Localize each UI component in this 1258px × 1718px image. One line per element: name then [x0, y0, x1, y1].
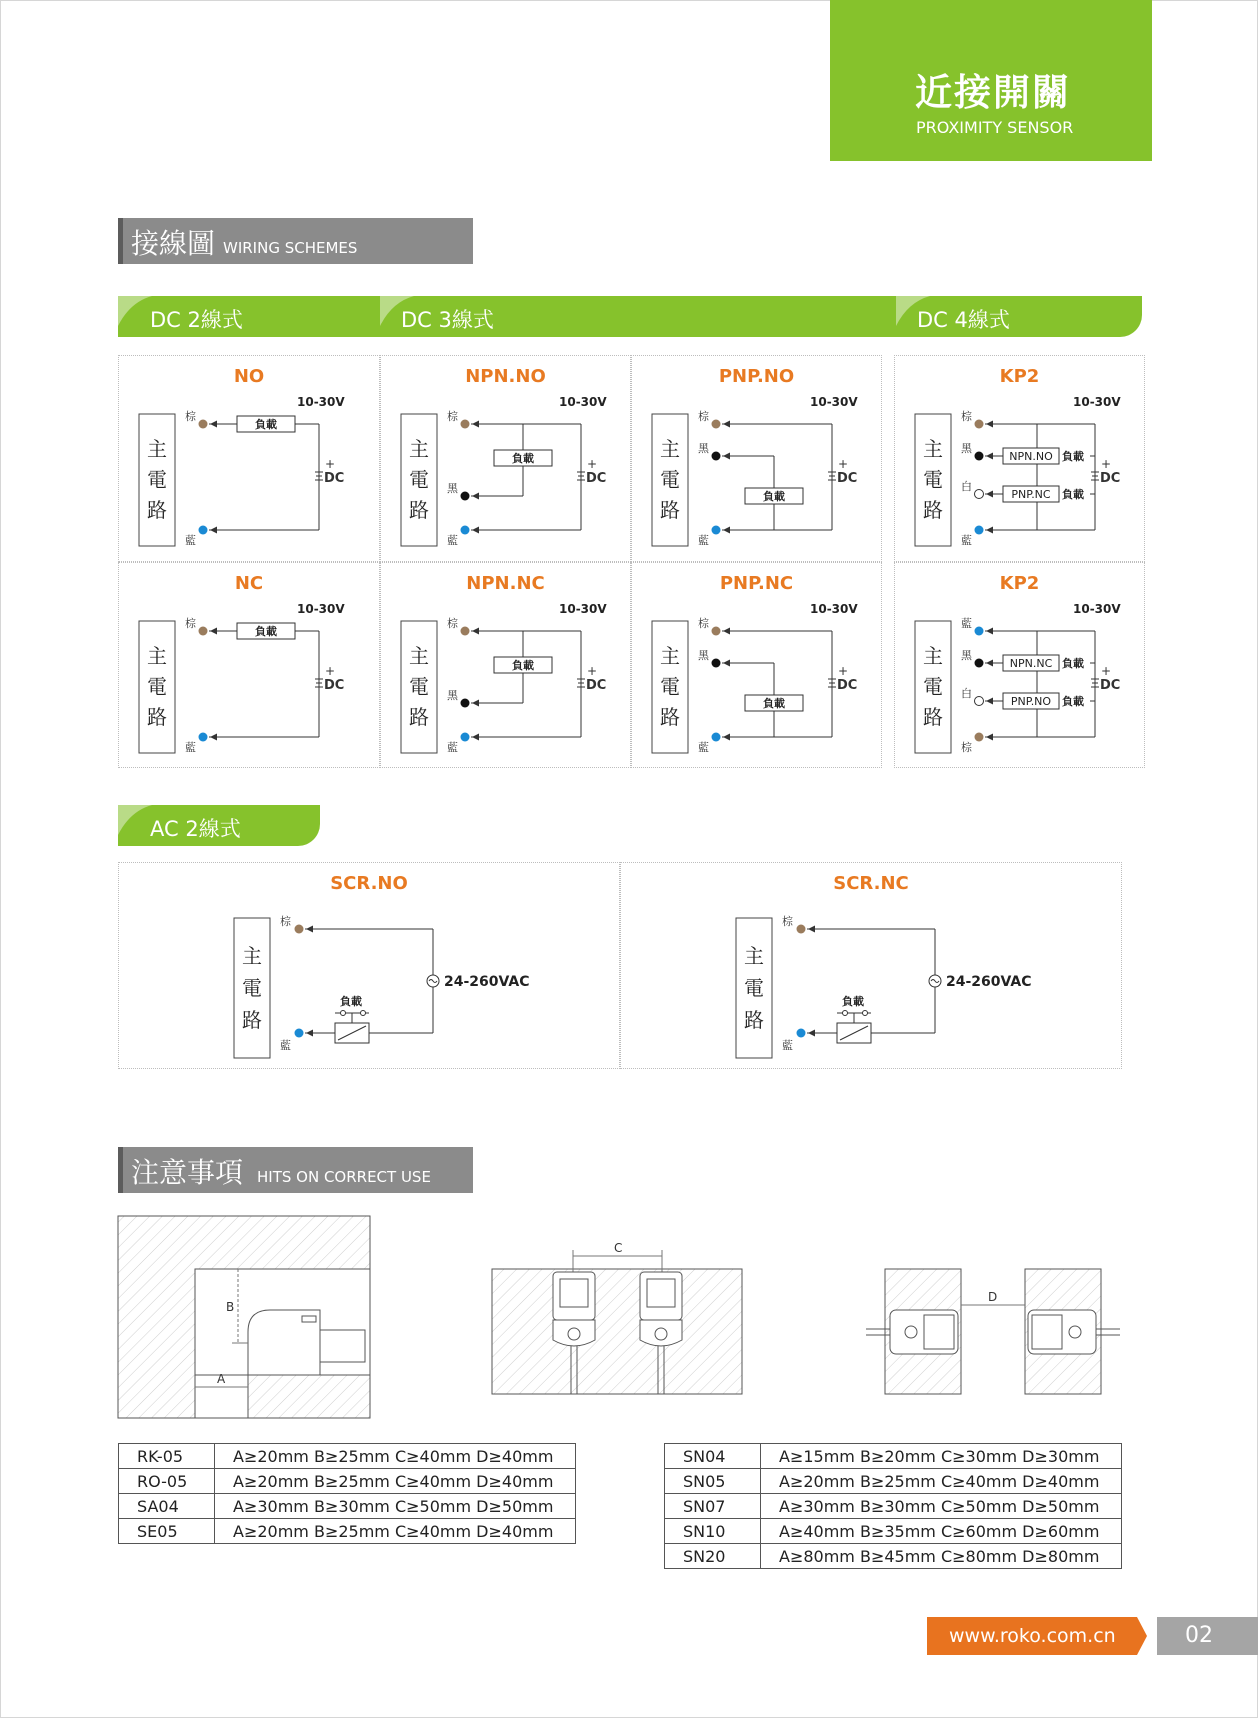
spec-cell: A≥20mm B≥25mm C≥40mm D≥40mm [761, 1469, 1122, 1494]
output-label: PNP.NO [1010, 695, 1052, 708]
dc-label: DC [586, 678, 607, 693]
ac-band [118, 805, 320, 846]
spec-cell: A≥40mm B≥35mm C≥60mm D≥60mm [761, 1519, 1122, 1544]
table-row [665, 1494, 1122, 1519]
diagram-title: SCR.NC [833, 873, 909, 894]
main-circuit-char: 路 [660, 497, 680, 522]
diagram-title: NC [234, 573, 264, 594]
circuit-schematic [632, 356, 883, 563]
output-label: PNP.NC [1011, 488, 1051, 501]
black-label: 黑 [961, 649, 972, 662]
brown-terminal [797, 925, 806, 934]
bottom-terminal [975, 526, 984, 535]
main-circuit-char: 路 [242, 1008, 262, 1033]
footer-chevron [1137, 1617, 1157, 1655]
diagram-title: NO [233, 366, 265, 387]
spec-cell: A≥15mm B≥20mm C≥30mm D≥30mm [761, 1444, 1122, 1469]
brown-terminal [712, 420, 721, 429]
black-label: 黑 [961, 442, 972, 455]
wiring-diagram-kp2-b [894, 562, 1145, 768]
load-label: 負載 [1062, 450, 1084, 463]
brown-terminal [199, 627, 208, 636]
brand-title-cn: 近接開關 [915, 71, 1071, 114]
blue-terminal [199, 733, 208, 742]
main-circuit-char: 電 [409, 467, 429, 492]
footer-url-text[interactable]: www.roko.com.cn [949, 1625, 1116, 1647]
spec-table-left [118, 1443, 576, 1544]
wiring-diagram-nc [118, 562, 380, 768]
brown-label: 棕 [782, 915, 793, 928]
wiring-diagram-scr-nc [620, 862, 1122, 1069]
circuit-schematic [381, 356, 632, 563]
blue-terminal [712, 733, 721, 742]
blue-label: 藍 [698, 741, 709, 754]
side-by-side-figure [492, 1241, 742, 1394]
brown-label: 棕 [698, 410, 709, 423]
circuit-schematic [895, 356, 1146, 563]
main-circuit-char: 電 [147, 467, 167, 492]
voltage-label: 10-30V [297, 395, 345, 409]
black-terminal [975, 452, 984, 461]
circuit-schematic [621, 863, 1123, 1070]
brown-terminal [199, 420, 208, 429]
ac-voltage-label: 24-260VAC [444, 974, 530, 990]
hints-section-heading [118, 1147, 473, 1193]
hints-heading-cn: 注意事項 [131, 1156, 244, 1189]
blue-terminal [461, 526, 470, 535]
table-row [665, 1469, 1122, 1494]
black-terminal [461, 492, 470, 501]
diagram-title: PNP.NC [719, 573, 794, 594]
load-label: 負載 [763, 697, 785, 710]
bottom-wire-label: 藍 [961, 534, 972, 547]
svg-text:+: + [587, 457, 598, 471]
model-cell: SN05 [665, 1469, 761, 1494]
main-circuit-char: 主 [409, 437, 429, 462]
brand-block [830, 0, 1152, 161]
band-dc4-label: DC 4線式 [917, 308, 1010, 332]
main-circuit-char: 電 [409, 674, 429, 699]
brown-terminal [461, 627, 470, 636]
circuit-schematic [381, 563, 632, 769]
blue-terminal [199, 526, 208, 535]
main-circuit-char: 路 [923, 704, 943, 729]
load-label: 負載 [512, 659, 534, 672]
main-circuit-char: 路 [147, 704, 167, 729]
table-row [665, 1544, 1122, 1569]
load-label: 負載 [763, 490, 785, 503]
main-circuit-char: 電 [923, 674, 943, 699]
main-circuit-char: 電 [744, 976, 764, 1000]
blue-label: 藍 [185, 534, 196, 547]
spec-cell: A≥30mm B≥30mm C≥50mm D≥50mm [215, 1494, 576, 1519]
svg-text:+: + [325, 664, 336, 678]
load-label: 負載 [255, 625, 277, 638]
black-label: 黑 [698, 649, 709, 662]
black-label: 黑 [447, 689, 458, 702]
brown-label: 棕 [185, 617, 196, 630]
main-circuit-char: 路 [744, 1008, 764, 1033]
load-label: 負載 [1062, 695, 1084, 708]
dc-label: DC [837, 471, 858, 486]
main-circuit-char: 電 [242, 976, 262, 1000]
diagram-title: NPN.NC [466, 573, 545, 594]
table-row [119, 1469, 576, 1494]
main-circuit-char: 路 [923, 497, 943, 522]
wiring-diagram-pnp-no [631, 355, 882, 562]
voltage-label: 10-30V [810, 602, 858, 616]
main-circuit-char: 路 [660, 704, 680, 729]
brand-title-en: PROXIMITY SENSOR [916, 118, 1074, 137]
main-circuit-char: 主 [923, 437, 943, 462]
diagram-title: NPN.NO [465, 366, 546, 387]
footer-page-number: 02 [1185, 1623, 1213, 1648]
load-label: 負載 [340, 995, 362, 1008]
model-cell: RK-05 [119, 1444, 215, 1469]
dim-c-label: C [614, 1241, 623, 1255]
dim-d-label: D [988, 1290, 998, 1304]
svg-text:+: + [1101, 664, 1112, 678]
svg-text:+: + [1101, 457, 1112, 471]
main-circuit-char: 路 [409, 497, 429, 522]
dc-label: DC [324, 678, 345, 693]
load-label: 負載 [1062, 657, 1084, 670]
main-circuit-char: 主 [147, 644, 167, 669]
band-dc3-label: DC 3線式 [401, 308, 494, 332]
blue-terminal [295, 1029, 304, 1038]
model-cell: SN20 [665, 1544, 761, 1569]
white-terminal [975, 490, 984, 499]
circuit-schematic [119, 356, 381, 563]
blue-label: 藍 [280, 1039, 291, 1052]
bottom-wire-label: 棕 [961, 741, 972, 754]
wiring-diagram-no [118, 355, 380, 562]
model-cell: SN10 [665, 1519, 761, 1544]
spec-cell: A≥20mm B≥25mm C≥40mm D≥40mm [215, 1444, 576, 1469]
top-terminal [975, 627, 984, 636]
diagram-title: KP2 [999, 573, 1040, 594]
brown-label: 棕 [280, 915, 291, 928]
white-terminal [975, 697, 984, 706]
black-terminal [461, 699, 470, 708]
load-label: 負載 [255, 418, 277, 431]
blue-label: 藍 [782, 1039, 793, 1052]
blue-terminal [712, 526, 721, 535]
model-cell: SA04 [119, 1494, 215, 1519]
output-label: NPN.NO [1009, 450, 1053, 463]
svg-text:+: + [325, 457, 336, 471]
main-circuit-char: 路 [409, 704, 429, 729]
table-row [665, 1519, 1122, 1544]
spec-cell: A≥20mm B≥25mm C≥40mm D≥40mm [215, 1519, 576, 1544]
wiring-diagram-kp2-a [894, 355, 1145, 562]
footer-page [1157, 1617, 1258, 1655]
dc-label: DC [586, 471, 607, 486]
load-label: 負載 [512, 452, 534, 465]
model-cell: SE05 [119, 1519, 215, 1544]
wiring-diagram-scr-no [118, 862, 620, 1069]
dc-label: DC [324, 471, 345, 486]
blue-label: 藍 [698, 534, 709, 547]
black-terminal [975, 659, 984, 668]
blue-label: 藍 [447, 534, 458, 547]
spec-table-right [664, 1443, 1122, 1569]
wiring-heading-cn: 接線圖 [131, 227, 216, 260]
brown-label: 棕 [698, 617, 709, 630]
voltage-label: 10-30V [559, 395, 607, 409]
circuit-schematic [895, 563, 1146, 769]
dc-label: DC [1100, 471, 1121, 486]
main-circuit-char: 主 [744, 943, 764, 968]
dc-band [118, 296, 1142, 337]
main-circuit-char: 主 [242, 943, 262, 968]
dim-b-label: B [226, 1300, 235, 1314]
table-row [665, 1444, 1122, 1469]
wiring-diagram-npn-nc [380, 562, 631, 768]
diagram-title: PNP.NO [718, 366, 795, 387]
band-ac2-label: AC 2線式 [150, 817, 241, 841]
ac-voltage-label: 24-260VAC [946, 974, 1032, 990]
top-wire-label: 藍 [961, 617, 972, 630]
voltage-label: 10-30V [810, 395, 858, 409]
black-terminal [712, 659, 721, 668]
circuit-schematic [119, 563, 381, 769]
diagram-title: SCR.NO [330, 873, 408, 894]
band-dc2-label: DC 2線式 [150, 308, 243, 332]
voltage-label: 10-30V [559, 602, 607, 616]
voltage-label: 10-30V [297, 602, 345, 616]
spec-cell: A≥20mm B≥25mm C≥40mm D≥40mm [215, 1469, 576, 1494]
load-label: 負載 [842, 995, 864, 1008]
table-row [119, 1494, 576, 1519]
wiring-diagram-npn-no [380, 355, 631, 562]
facing-figure [866, 1269, 1120, 1394]
black-label: 黑 [698, 442, 709, 455]
model-cell: SN07 [665, 1494, 761, 1519]
spec-cell: A≥80mm B≥45mm C≥80mm D≥80mm [761, 1544, 1122, 1569]
brown-terminal [295, 925, 304, 934]
load-label: 負載 [1062, 488, 1084, 501]
wiring-section-heading [118, 218, 473, 264]
svg-text:+: + [838, 457, 849, 471]
circuit-schematic [632, 563, 883, 769]
table-row [119, 1444, 576, 1469]
spec-cell: A≥30mm B≥30mm C≥50mm D≥50mm [761, 1494, 1122, 1519]
main-circuit-char: 主 [660, 437, 680, 462]
top-wire-label: 棕 [961, 410, 972, 423]
bottom-terminal [975, 733, 984, 742]
table-row [119, 1519, 576, 1544]
blue-label: 藍 [447, 741, 458, 754]
blue-label: 藍 [185, 741, 196, 754]
model-cell: SN04 [665, 1444, 761, 1469]
main-circuit-char: 主 [660, 644, 680, 669]
top-terminal [975, 420, 984, 429]
blue-terminal [797, 1029, 806, 1038]
installation-illustrations [0, 1200, 1258, 1430]
main-circuit-char: 電 [147, 674, 167, 699]
brown-label: 棕 [447, 410, 458, 423]
hints-heading-en: HITS ON CORRECT USE [257, 1168, 431, 1186]
main-circuit-char: 主 [923, 644, 943, 669]
blue-terminal [461, 733, 470, 742]
dc-label: DC [1100, 678, 1121, 693]
model-cell: RO-05 [119, 1469, 215, 1494]
dc-label: DC [837, 678, 858, 693]
svg-text:+: + [587, 664, 598, 678]
black-terminal [712, 452, 721, 461]
voltage-label: 10-30V [1073, 602, 1121, 616]
circuit-schematic [119, 863, 621, 1070]
main-circuit-char: 主 [409, 644, 429, 669]
brown-terminal [712, 627, 721, 636]
main-circuit-char: 電 [660, 467, 680, 492]
wiring-diagram-pnp-nc [631, 562, 882, 768]
brown-label: 棕 [185, 410, 196, 423]
wiring-heading-en: WIRING SCHEMES [223, 239, 358, 257]
output-label: NPN.NC [1009, 657, 1053, 670]
white-label: 白 [961, 480, 972, 493]
svg-text:+: + [838, 664, 849, 678]
white-label: 白 [961, 687, 972, 700]
black-label: 黑 [447, 482, 458, 495]
dim-a-label: A [217, 1372, 226, 1386]
flush-mount-figure [118, 1216, 370, 1418]
main-circuit-char: 電 [660, 674, 680, 699]
main-circuit-char: 電 [923, 467, 943, 492]
footer-url[interactable] [927, 1617, 1147, 1655]
brown-terminal [461, 420, 470, 429]
voltage-label: 10-30V [1073, 395, 1121, 409]
main-circuit-char: 主 [147, 437, 167, 462]
diagram-title: KP2 [999, 366, 1040, 387]
main-circuit-char: 路 [147, 497, 167, 522]
brown-label: 棕 [447, 617, 458, 630]
